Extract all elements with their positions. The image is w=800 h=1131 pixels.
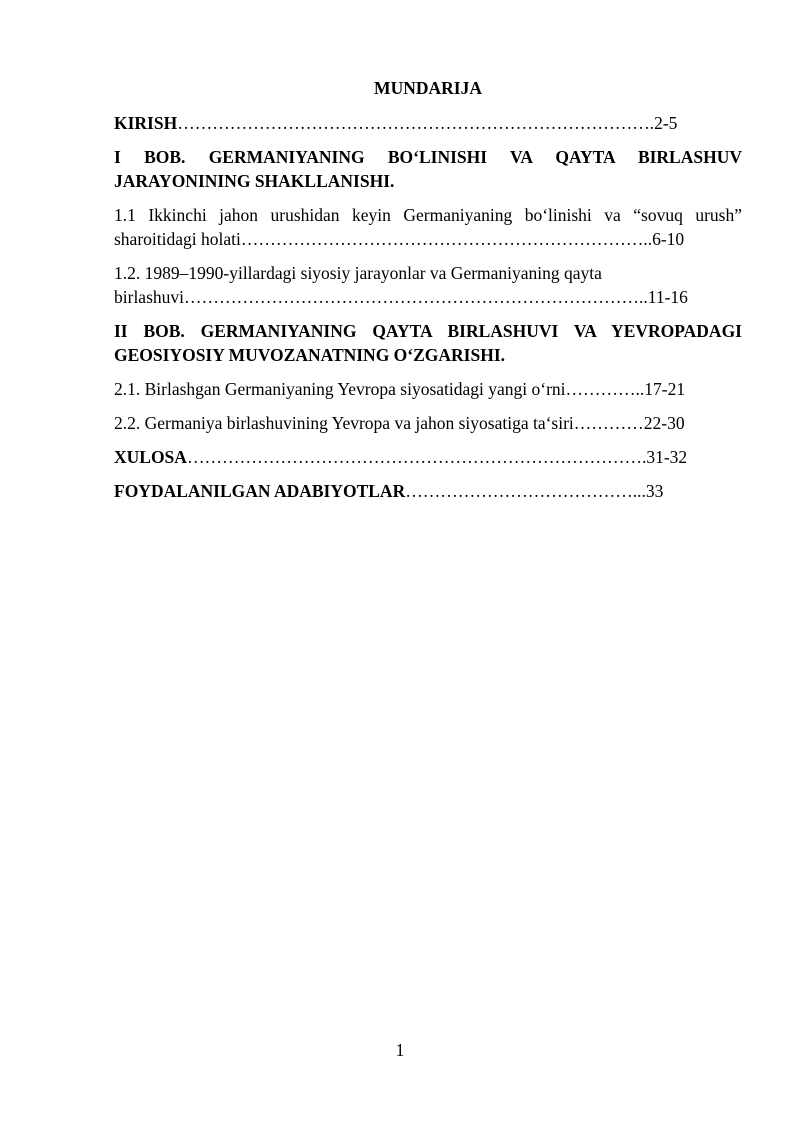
toc-page-range: 11-16 bbox=[647, 287, 688, 307]
toc-entry-text: FOYDALANILGAN ADABIYOTLAR bbox=[114, 481, 406, 501]
toc-entry-kirish bbox=[114, 111, 742, 135]
toc-entry-1-1 bbox=[114, 203, 742, 251]
page-number: 1 bbox=[395, 1040, 405, 1060]
toc-entry-2-1 bbox=[114, 377, 742, 401]
toc-page-range: 2-5 bbox=[654, 113, 678, 133]
toc-leader-dots: …………………………………………………………………….. bbox=[184, 287, 648, 307]
toc-chapter-1-heading: I BOB. GERMANIYANING BO‘LINISHI VA QAYTA BIRLASHUV JARAYONINING SHAKLLANISHI. bbox=[114, 147, 742, 191]
toc-entry-1-2 bbox=[114, 261, 742, 309]
toc-entry-text: 2.1. Birlashgan Germaniyaning Yevropa siyosatidagi yangi o‘rni bbox=[114, 379, 566, 399]
toc-page-range: 31-32 bbox=[646, 447, 688, 467]
toc-chapter-2-heading: II BOB. GERMANIYANING QAYTA BIRLASHUVI VA YEVROPADAGI GEOSIYOSIY MUVOZANATNING O‘ZGARISHI. bbox=[114, 321, 742, 365]
toc-page-range: 17-21 bbox=[644, 379, 686, 399]
toc-page-range: 6-10 bbox=[652, 229, 685, 249]
toc-leader-dots: ………….. bbox=[565, 379, 645, 399]
toc-entry-line: 1.1 Ikkinchi jahon urushidan keyin Germaniyaning bo‘linishi va “sovuq urush” bbox=[114, 205, 742, 225]
toc-entry-line bbox=[114, 285, 742, 309]
toc-entry-line bbox=[114, 227, 742, 251]
toc-leader-dots: …………………………………... bbox=[405, 481, 646, 501]
toc-leader-dots: …………………………………………………………….. bbox=[240, 229, 653, 249]
toc-entry-text: XULOSA bbox=[114, 447, 187, 467]
toc-entry-references bbox=[114, 479, 742, 503]
toc-entry-text: 2.2. Germaniya birlashuvining Yevropa va jahon siyosatiga ta‘siri bbox=[114, 413, 574, 433]
toc-page-range: 22-30 bbox=[643, 413, 685, 433]
toc-leader-dots: ………………………………………………………………………. bbox=[177, 113, 655, 133]
toc-leader-dots: ……………………………………………………………………. bbox=[186, 447, 647, 467]
toc-entry-xulosa bbox=[114, 445, 742, 469]
toc-entry-2-2 bbox=[114, 411, 742, 435]
toc-entry-text: birlashuvi bbox=[114, 287, 184, 307]
toc-leader-dots: ………… bbox=[573, 413, 644, 433]
table-of-contents bbox=[114, 76, 742, 513]
toc-page-range: 33 bbox=[645, 481, 664, 501]
toc-entry-text: KIRISH bbox=[114, 113, 178, 133]
toc-entry-text: sharoitidagi holati bbox=[114, 229, 241, 249]
toc-title: MUNDARIJA bbox=[374, 78, 482, 98]
toc-entry-line: 1.2. 1989–1990-yillardagi siyosiy jarayonlar va Germaniyaning qayta bbox=[114, 263, 602, 283]
